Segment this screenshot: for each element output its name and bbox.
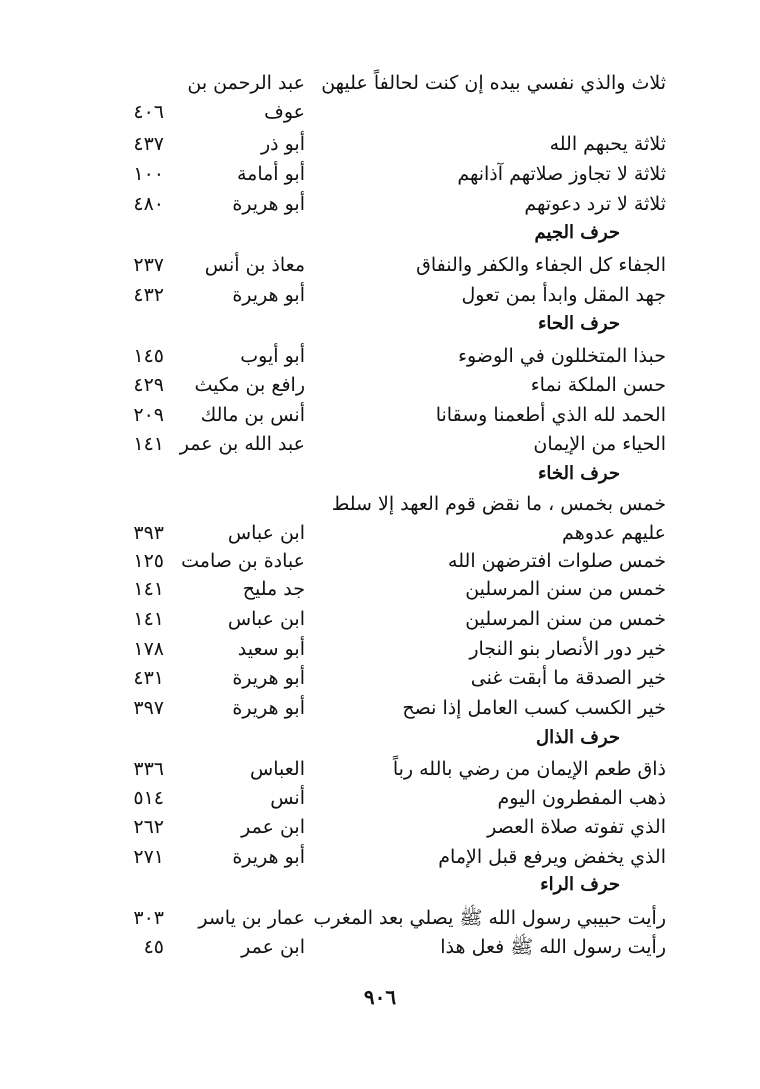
page-reference: ٢٣٧ [133, 254, 164, 276]
page-reference: ٢٦٢ [133, 816, 164, 838]
narrator-name: ابن عباس [227, 522, 305, 544]
index-entry [0, 783, 760, 813]
page-reference: ٣٩٣ [133, 522, 164, 544]
page-reference: ١٤٥ [133, 345, 164, 367]
index-entry [0, 189, 760, 219]
page-reference: ١٤١ [133, 578, 164, 600]
index-entry [0, 693, 760, 723]
section-heading: حرف الحاء [537, 313, 620, 334]
hadith-text: حسن الملكة نماء [530, 374, 666, 396]
hadith-text: خير دور الأنصار بنو النجار [469, 638, 666, 660]
narrator-name: أبو أيوب [240, 345, 305, 367]
hadith-text: خمس من سنن المرسلين [465, 608, 666, 630]
narrator-name: ابن عمر [241, 936, 305, 958]
narrator-name: أبو هريرة [232, 193, 305, 215]
index-entry [0, 429, 760, 459]
index-entry [0, 159, 760, 189]
index-entry [0, 400, 760, 430]
page-reference: ٤٨٠ [133, 193, 164, 215]
section-heading: حرف الذال [536, 727, 620, 748]
hadith-text: عليهم عدوهم [562, 522, 666, 544]
index-entry [0, 812, 760, 842]
page-number: ٩٠٦ [363, 985, 397, 1009]
index-entry [0, 903, 760, 933]
narrator-name: ابن عباس [227, 608, 305, 630]
hadith-text: الجفاء كل الجفاء والكفر والنفاق [416, 254, 666, 276]
index-entry [0, 518, 760, 548]
section-heading: حرف الراء [540, 874, 620, 895]
hadith-text: ثلاثة يحبهم الله [549, 133, 666, 155]
page-reference: ٤٣١ [133, 667, 164, 689]
narrator-name: أبو ذر [260, 133, 305, 155]
index-entry [0, 546, 760, 576]
narrator-name: معاذ بن أنس [204, 254, 305, 276]
index-entry [0, 932, 760, 962]
hadith-text: الذي تفوته صلاة العصر [487, 816, 666, 838]
narrator-name: عبد الله بن عمر [179, 433, 305, 455]
narrator-name: العباس [250, 758, 305, 780]
index-entry [0, 250, 760, 280]
page-reference: ٤٠٦ [133, 101, 164, 123]
section-heading-row [0, 459, 760, 489]
index-entry [0, 634, 760, 664]
page-reference: ٣٠٣ [133, 907, 164, 929]
section-heading-row [0, 218, 760, 248]
narrator-name: رافع بن مكيث [194, 374, 305, 396]
index-entry [0, 370, 760, 400]
hadith-text: ذاق طعم الإيمان من رضي بالله رباً [392, 758, 666, 780]
hadith-text: خمس صلوات افترضهن الله [448, 550, 666, 572]
narrator-name: عبادة بن صامت [181, 550, 305, 572]
hadith-text: خير الكسب كسب العامل إذا نصح [402, 697, 666, 719]
page-reference: ٢٠٩ [133, 404, 164, 426]
hadith-text: الحياء من الإيمان [533, 433, 666, 455]
narrator-name: عبد الرحمن بن [187, 72, 305, 94]
hadith-text: ثلاث والذي نفسي بيده إن كنت لحالفاً عليهن [321, 72, 666, 94]
narrator-name: أبو أمامة [236, 163, 305, 185]
narrator-name: أبو هريرة [232, 667, 305, 689]
narrator-name: أنس بن مالك [200, 404, 305, 426]
page-reference: ٣٣٦ [133, 758, 164, 780]
hadith-text: ذهب المفطرون اليوم [497, 787, 666, 809]
narrator-name: عمار بن ياسر [198, 907, 305, 929]
hadith-text: خير الصدقة ما أبقت غنى [470, 667, 666, 689]
section-heading-row [0, 723, 760, 753]
hadith-text: الحمد لله الذي أطعمنا وسقانا [435, 404, 666, 426]
page-reference: ١٢٥ [133, 550, 164, 572]
narrator-name: أبو سعيد [237, 638, 305, 660]
hadith-text: رأيت حبيبي رسول الله ﷺ يصلي بعد المغرب [313, 907, 666, 929]
index-entry [0, 489, 760, 519]
hadith-text: ثلاثة لا تجاوز صلاتهم آذانهم [457, 163, 666, 185]
index-entry [0, 97, 760, 127]
page-reference: ١٠٠ [133, 163, 164, 185]
section-heading-row [0, 870, 760, 900]
section-heading: حرف الخاء [537, 463, 620, 484]
index-entry [0, 280, 760, 310]
narrator-name: أبو هريرة [232, 284, 305, 306]
narrator-name: أبو هريرة [232, 846, 305, 868]
page-reference: ١٤١ [133, 608, 164, 630]
hadith-text: ثلاثة لا ترد دعوتهم [524, 193, 666, 215]
page-reference: ٢٧١ [133, 846, 164, 868]
index-entry [0, 341, 760, 371]
page-reference: ٤٣٢ [133, 284, 164, 306]
page-reference: ٤٢٩ [133, 374, 164, 396]
narrator-name: أنس [270, 787, 305, 809]
index-entry [0, 129, 760, 159]
page-reference: ١٧٨ [133, 638, 164, 660]
index-entry [0, 754, 760, 784]
narrator-name: ابن عمر [241, 816, 305, 838]
hadith-text: الذي يخفض ويرفع قبل الإمام [438, 846, 666, 868]
page-reference: ٣٩٧ [133, 697, 164, 719]
page-reference: ١٤١ [133, 433, 164, 455]
hadith-text: جهد المقل وابدأ بمن تعول [461, 284, 666, 306]
narrator-name: أبو هريرة [232, 697, 305, 719]
index-entry [0, 842, 760, 872]
index-entry [0, 68, 760, 98]
hadith-text: خمس بخمس ، ما نقض قوم العهد إلا سلط [331, 493, 666, 515]
page-reference: ٤٣٧ [133, 133, 164, 155]
hadith-text: خمس من سنن المرسلين [465, 578, 666, 600]
index-entry [0, 574, 760, 604]
hadith-text: رأيت رسول الله ﷺ فعل هذا [440, 936, 666, 958]
index-entry [0, 663, 760, 693]
hadith-text: حبذا المتخللون في الوضوء [458, 345, 666, 367]
index-entry [0, 604, 760, 634]
section-heading: حرف الجيم [534, 222, 620, 243]
page-reference: ٤٥ [143, 936, 164, 958]
section-heading-row [0, 309, 760, 339]
narrator-name: عوف [264, 101, 305, 123]
narrator-name: جد مليح [242, 578, 305, 600]
page-reference: ٥١٤ [133, 787, 164, 809]
